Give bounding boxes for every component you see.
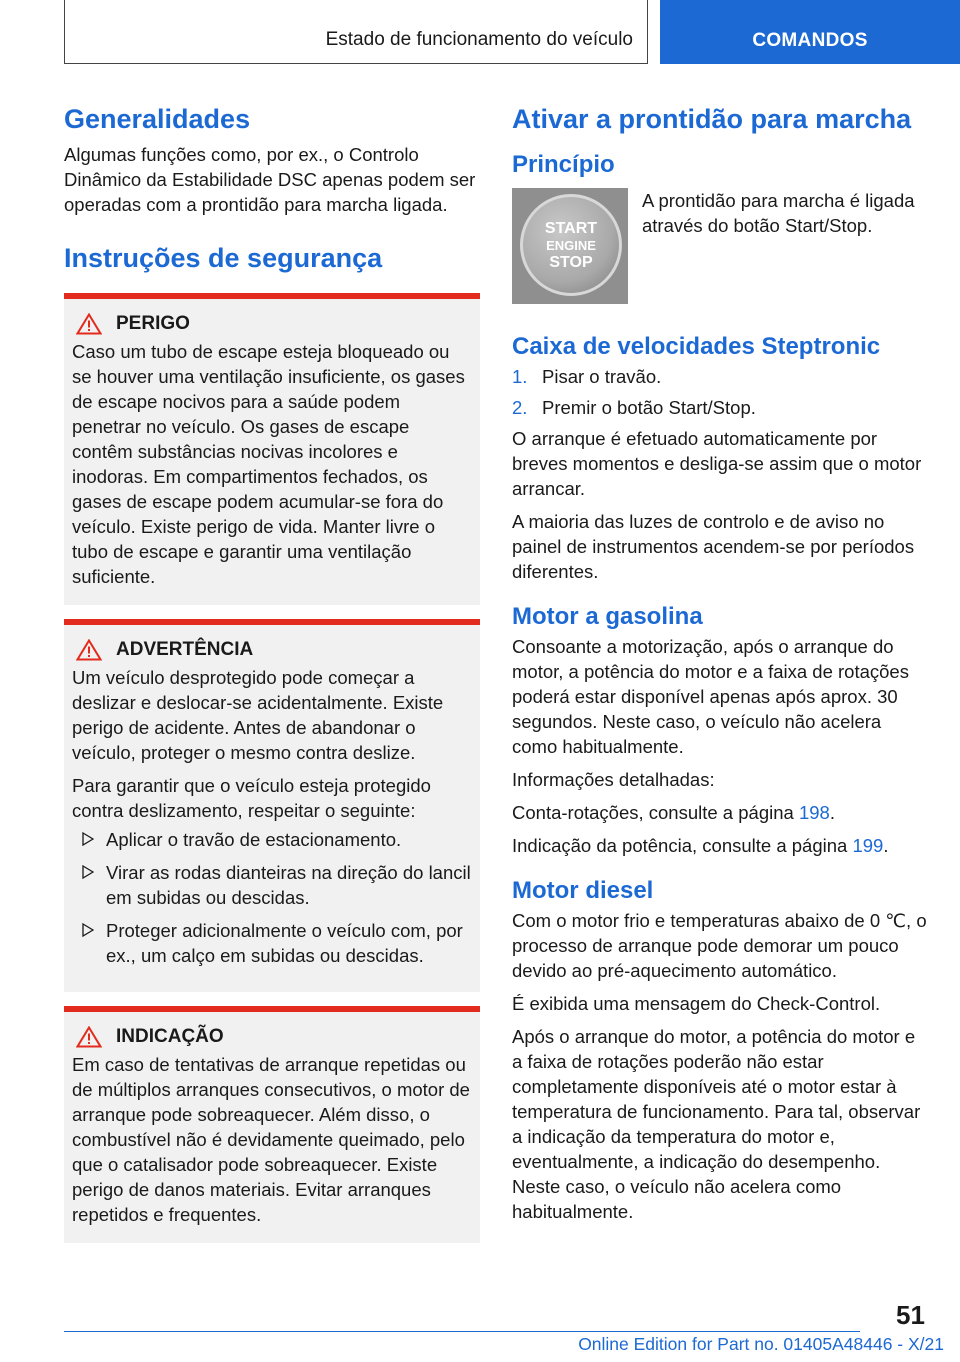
button-line-start: START — [544, 219, 598, 237]
indicacao-text: Em caso de tentativas de arranque repetidas ou de múltiplos arranques consecutivos, o motor de arranque pode sobreaquecer. Além disso, o combustível não é devidamente queimado, pelo que o catalisador pode sobreaquecer. Existe perigo de danos materiais. Evitar arranques repetidos e frequentes. — [72, 1054, 470, 1225]
bullet-triangle-icon — [82, 865, 94, 879]
steptronic-heading: Caixa de velocidades Steptronic — [512, 333, 881, 360]
advertencia-label: ADVERTÊNCIA — [116, 639, 254, 660]
list-item: Aplicar o travão de estacionamento. — [72, 827, 472, 852]
advertencia-bullet-list — [72, 827, 472, 968]
list-item: Virar as rodas dianteiras na direção do lancil em subidas ou descidas. — [72, 860, 472, 910]
start-stop-button-image — [512, 188, 628, 304]
right-column — [512, 100, 930, 1224]
list-item: Proteger adicionalmente o veículo com, por ex., um calço em subidas ou descidas. — [72, 918, 472, 968]
seguranca-heading: Instruções de segurança — [64, 243, 383, 273]
perigo-box — [64, 293, 480, 605]
running-header — [64, 0, 648, 64]
warning-triangle-icon — [76, 1026, 102, 1048]
steptronic-paragraph-1: O arranque é efetuado automaticamente por breves momentos e desliga-se assim que o motor arrancar. — [512, 428, 922, 499]
page-link-198[interactable]: 198 — [798, 802, 830, 823]
warning-triangle-icon — [76, 313, 102, 335]
steptronic-steps — [512, 364, 930, 420]
list-item: 1. Pisar o travão. — [512, 366, 662, 387]
diesel-paragraph-3: Após o arranque do motor, a potência do motor e a faixa de rotações poderão não estar completamente disponíveis até o motor estar à temperatura de funcionamento. Para tal, observar a indicação da temperatura do motor e, eventualmente, a indicação do desempenho. Neste caso, o veículo não acelera como habitualmente. — [512, 1026, 921, 1222]
indicacao-box — [64, 1006, 480, 1243]
diesel-heading: Motor diesel — [512, 877, 654, 904]
indicacao-label: INDICAÇÃO — [116, 1026, 224, 1047]
principio-heading: Princípio — [512, 151, 615, 178]
reference-power-display: Indicação da potência, consulte a página 199. — [512, 835, 889, 856]
perigo-text: Caso um tubo de escape esteja bloqueado ou se houver uma ventilação insuficiente, os gases de escape nocivos para a saúde podem penetrar no veículo. Os gases de escape contêm substâncias nocivas incolores e inodoras. Em compartimentos fechados, os gases de escape podem acumular-se fora do veículo. Existe perigo de vida. Manter livre o tubo de escape e garantir uma ventilação suficiente. — [72, 341, 465, 587]
advertencia-text-2: Para garantir que o veículo esteja protegido contra deslizamento, respeitar o seguinte: — [72, 775, 431, 821]
list-item: 2. Premir o botão Start/Stop. — [512, 397, 756, 418]
steptronic-paragraph-2: A maioria das luzes de controlo e de aviso no painel de instrumentos acendem-se por períodos diferentes. — [512, 511, 915, 582]
chapter-tab-label: COMANDOS — [752, 30, 868, 51]
gasolina-paragraph-2: Informações detalhadas: — [512, 769, 715, 790]
principio-text: A prontidão para marcha é ligada através do botão Start/Stop. — [642, 190, 915, 236]
page-link-199[interactable]: 199 — [852, 835, 884, 856]
footer-edition: Online Edition for Part no. 01405A48446 - X/21 — [578, 1334, 944, 1354]
diesel-paragraph-1: Com o motor frio e temperaturas abaixo de 0 ℃, o processo de arranque pode demorar um pouco devido ao pré-aquecimento automático. — [512, 910, 927, 981]
section-title: Estado de funcionamento do veículo — [325, 29, 633, 50]
reference-rev-counter: Conta-rotações, consulte a página 198. — [512, 802, 835, 823]
button-line-stop: STOP — [549, 253, 593, 271]
bullet-triangle-icon — [82, 923, 94, 937]
ativar-heading: Ativar a prontidão para marcha — [512, 104, 912, 134]
page-number: 51 — [896, 1300, 925, 1330]
diesel-paragraph-2: É exibida uma mensagem do Check-Control. — [512, 993, 881, 1014]
generalidades-text: Algumas funções como, por ex., o Controlo Dinâmico da Estabilidade DSC apenas podem ser operadas com a prontidão para marcha ligada. — [64, 144, 476, 215]
perigo-label: PERIGO — [116, 313, 190, 334]
advertencia-text-1: Um veículo desprotegido pode começar a deslizar e deslocar-se acidentalmente. Existe perigo de acidente. Antes de abandonar o veículo, proteger o mesmo contra deslize. — [72, 667, 444, 763]
gasolina-paragraph-1: Consoante a motorização, após o arranque do motor, a potência do motor e a faixa de rotações poderá estar disponível apenas após aprox. 30 segundos. Neste caso, o veículo não acelera como habitualmente. — [512, 636, 909, 757]
button-line-engine: ENGINE — [546, 237, 596, 253]
chapter-tab — [660, 0, 960, 64]
footer-divider — [64, 1331, 860, 1332]
generalidades-heading: Generalidades — [64, 104, 251, 134]
warning-triangle-icon — [76, 639, 102, 661]
left-column — [64, 100, 480, 1243]
gasolina-heading: Motor a gasolina — [512, 603, 703, 630]
bullet-triangle-icon — [82, 832, 94, 846]
advertencia-box — [64, 619, 480, 992]
